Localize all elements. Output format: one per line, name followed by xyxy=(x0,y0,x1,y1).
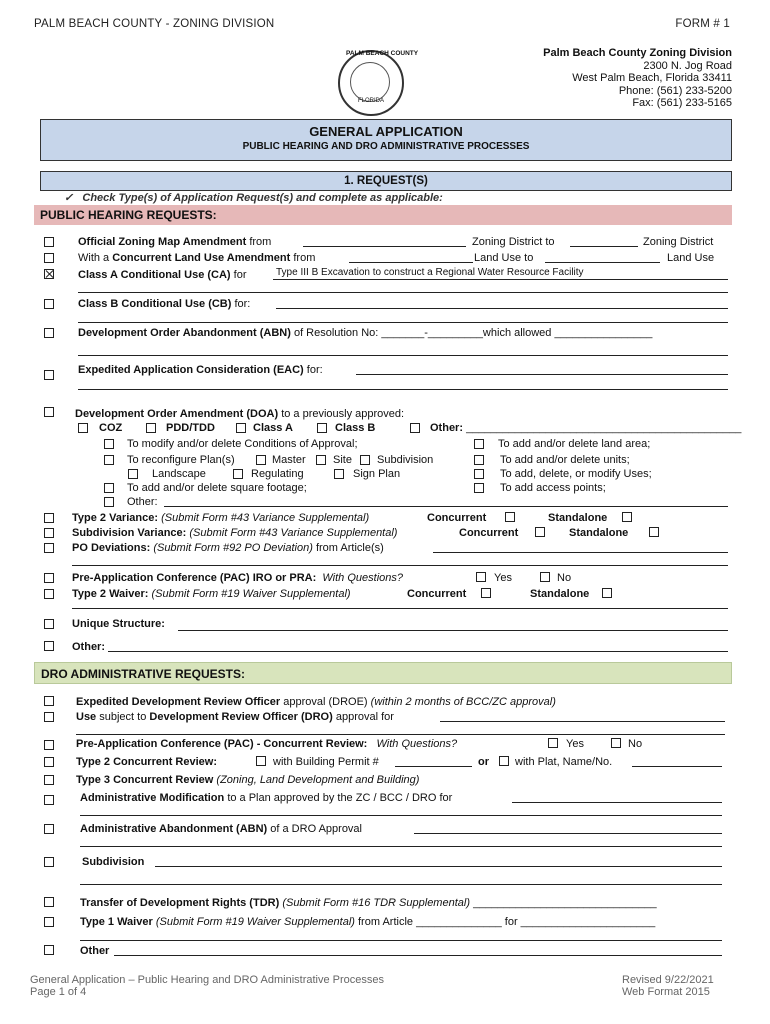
dro-pac-checkbox[interactable] xyxy=(44,740,54,750)
county-seal: PALM BEACH COUNTY FLORIDA xyxy=(338,50,404,116)
doa-class-a-checkbox[interactable] xyxy=(236,423,246,433)
add-land-checkbox[interactable] xyxy=(474,439,484,449)
sign-plan-checkbox[interactable] xyxy=(334,469,344,479)
doa-other-field[interactable] xyxy=(164,506,728,507)
subdivision-variance-checkbox[interactable] xyxy=(44,528,54,538)
t2-concurrent-checkbox[interactable] xyxy=(44,757,54,767)
division-address: Palm Beach County Zoning Division 2300 N. Jog Road West Palm Beach, Florida 33411 Phone: (561) 233-5200 Fax: (561) 233-5165 xyxy=(543,47,732,109)
abn-checkbox[interactable] xyxy=(44,328,54,338)
add-access-checkbox[interactable] xyxy=(474,483,484,493)
t2-variance-concurrent-checkbox[interactable] xyxy=(505,512,515,522)
building-permit-field[interactable] xyxy=(395,766,472,767)
class-a-field[interactable]: Type III B Excavation to construct a Regional Water Resource Facility xyxy=(276,267,584,278)
doa-checkbox[interactable] xyxy=(44,407,54,417)
sv-concurrent-checkbox[interactable] xyxy=(535,527,545,537)
dro-subdivision-checkbox[interactable] xyxy=(44,857,54,867)
admin-abn-field[interactable] xyxy=(414,833,722,834)
ph-other-checkbox[interactable] xyxy=(44,641,54,651)
footer-left: General Application – Public Hearing and DRO Administrative Processes Page 1 of 4 xyxy=(30,974,385,998)
reconfigure-checkbox[interactable] xyxy=(104,455,114,465)
dro-other-checkbox[interactable] xyxy=(44,945,54,955)
pdd-checkbox[interactable] xyxy=(146,423,156,433)
zma-to-field[interactable] xyxy=(570,246,638,247)
class-b-field[interactable] xyxy=(276,308,728,309)
zma-from-field[interactable] xyxy=(303,246,466,247)
eac-field[interactable] xyxy=(356,374,728,375)
tdr-checkbox[interactable] xyxy=(44,897,54,907)
add-units-checkbox[interactable] xyxy=(474,455,484,465)
site-checkbox[interactable] xyxy=(316,455,326,465)
droe-checkbox[interactable] xyxy=(44,696,54,706)
section-request-header: 1. REQUEST(S) xyxy=(40,171,732,191)
lua-to-field[interactable] xyxy=(545,262,660,263)
dro-pac-no-checkbox[interactable] xyxy=(611,738,621,748)
form-number: FORM # 1 xyxy=(675,18,730,30)
add-uses-checkbox[interactable] xyxy=(474,469,484,479)
title-box xyxy=(40,119,732,161)
unique-structure-field[interactable] xyxy=(178,630,728,631)
t2w-concurrent-checkbox[interactable] xyxy=(481,588,491,598)
subdivision-checkbox[interactable] xyxy=(360,455,370,465)
t3-concurrent-checkbox[interactable] xyxy=(44,775,54,785)
instruction: ✓ Check Type(s) of Application Request(s) and complete as applicable: xyxy=(64,192,443,204)
doa-other-reason-checkbox[interactable] xyxy=(104,497,114,507)
t2-waiver-checkbox[interactable] xyxy=(44,589,54,599)
admin-mod-field[interactable] xyxy=(512,802,722,803)
page-subtitle: PUBLIC HEARING AND DRO ADMINISTRATIVE PROCESSES xyxy=(242,141,530,152)
class-b-checkbox[interactable] xyxy=(44,299,54,309)
header-agency: PALM BEACH COUNTY - ZONING DIVISION xyxy=(34,18,275,30)
pac-no-checkbox[interactable] xyxy=(540,572,550,582)
regulating-checkbox[interactable] xyxy=(233,469,243,479)
dro-subdivision-field[interactable] xyxy=(155,866,722,867)
doa-other-checkbox[interactable] xyxy=(410,423,420,433)
public-hearing-header: PUBLIC HEARING REQUESTS: xyxy=(34,205,732,225)
t2-variance-standalone-checkbox[interactable] xyxy=(622,512,632,522)
po-deviations-checkbox[interactable] xyxy=(44,543,54,553)
pac-yes-checkbox[interactable] xyxy=(476,572,486,582)
doa-class-b-checkbox[interactable] xyxy=(317,423,327,433)
admin-mod-checkbox[interactable] xyxy=(44,795,54,805)
eac-checkbox[interactable] xyxy=(44,370,54,380)
ph-other-field[interactable] xyxy=(108,651,728,652)
t2w-standalone-checkbox[interactable] xyxy=(602,588,612,598)
dro-header: DRO ADMINISTRATIVE REQUESTS: xyxy=(34,662,732,684)
add-sqft-checkbox[interactable] xyxy=(104,483,114,493)
zma-checkbox[interactable] xyxy=(44,237,54,247)
landscape-checkbox[interactable] xyxy=(128,469,138,479)
dro-pac-yes-checkbox[interactable] xyxy=(548,738,558,748)
footer-right: Revised 9/22/2021 Web Format 2015 xyxy=(622,974,714,998)
lua-from-field[interactable] xyxy=(349,262,473,263)
admin-abn-checkbox[interactable] xyxy=(44,824,54,834)
dro-use-field[interactable] xyxy=(440,721,725,722)
dro-use-checkbox[interactable] xyxy=(44,712,54,722)
class-a-checkbox[interactable] xyxy=(44,269,54,279)
po-deviation-field[interactable] xyxy=(433,552,728,553)
sv-standalone-checkbox[interactable] xyxy=(649,527,659,537)
dro-other-field[interactable] xyxy=(114,955,722,956)
mod-conditions-checkbox[interactable] xyxy=(104,439,114,449)
master-checkbox[interactable] xyxy=(256,455,266,465)
plat-field[interactable] xyxy=(632,766,722,767)
building-permit-checkbox[interactable] xyxy=(256,756,266,766)
page-title: GENERAL APPLICATION xyxy=(309,124,463,139)
plat-checkbox[interactable] xyxy=(499,756,509,766)
pac-checkbox[interactable] xyxy=(44,573,54,583)
coz-checkbox[interactable] xyxy=(78,423,88,433)
t1-waiver-checkbox[interactable] xyxy=(44,917,54,927)
t2-variance-checkbox[interactable] xyxy=(44,513,54,523)
unique-structure-checkbox[interactable] xyxy=(44,619,54,629)
lua-checkbox[interactable] xyxy=(44,253,54,263)
